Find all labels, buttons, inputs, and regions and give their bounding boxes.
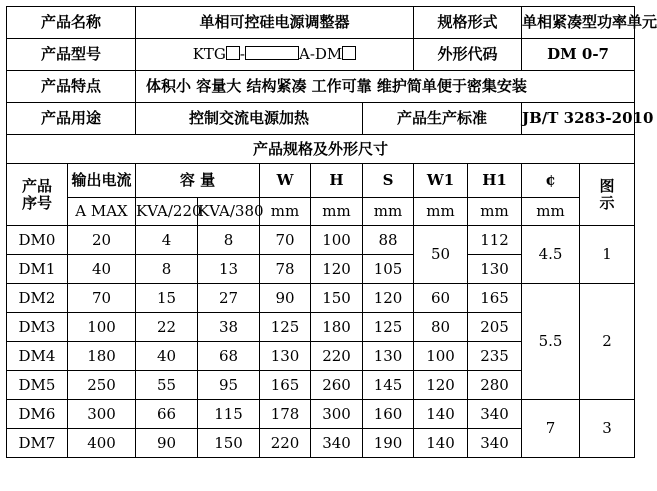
cell-h: 180 xyxy=(311,313,363,342)
cell-kva220: 90 xyxy=(136,429,198,458)
cell-s: 160 xyxy=(363,400,414,429)
cell-kva220: 4 xyxy=(136,226,198,255)
header-phi: ¢ xyxy=(522,164,580,198)
cell-w: 165 xyxy=(260,371,311,400)
table-row xyxy=(7,226,635,255)
feature-label: 产品特点 xyxy=(7,71,136,103)
use-value: 控制交流电源加热 xyxy=(136,103,363,135)
name-label: 产品名称 xyxy=(7,7,136,39)
spec-value: 单相紧凑型功率单元 xyxy=(522,7,635,39)
cell-kva380: 95 xyxy=(198,371,260,400)
cell-model: DM3 xyxy=(7,313,68,342)
cell-phi: 7 xyxy=(522,400,580,458)
header-capacity: 容 量 xyxy=(136,164,260,198)
feature-value: 体积小 容量大 结构紧凑 工作可靠 维护简单便于密集安装 xyxy=(136,71,635,103)
table-row xyxy=(7,400,635,429)
info-row-use xyxy=(7,103,635,135)
model-sep2: A-DM xyxy=(299,45,343,64)
cell-h: 300 xyxy=(311,400,363,429)
header-seq-top: 产品 xyxy=(21,177,52,195)
header-s: S xyxy=(363,164,414,198)
model-blank-box xyxy=(342,46,356,60)
header-current-unit: A MAX xyxy=(68,198,136,226)
cell-w: 90 xyxy=(260,284,311,313)
cell-kva380: 13 xyxy=(198,255,260,284)
header-fig-top: 图 xyxy=(599,177,615,195)
model-value xyxy=(136,39,414,71)
name-value: 单相可控硅电源调整器 xyxy=(136,7,414,39)
cell-model: DM4 xyxy=(7,342,68,371)
cell-s: 88 xyxy=(363,226,414,255)
cell-kva380: 68 xyxy=(198,342,260,371)
shape-label: 外形代码 xyxy=(414,39,522,71)
cell-current: 250 xyxy=(68,371,136,400)
cell-h1: 130 xyxy=(468,255,522,284)
cell-model: DM5 xyxy=(7,371,68,400)
cell-s: 190 xyxy=(363,429,414,458)
cell-h1: 280 xyxy=(468,371,522,400)
cell-w1: 120 xyxy=(414,371,468,400)
model-prefix: KTG xyxy=(192,45,226,64)
unit-phi: mm xyxy=(522,198,580,226)
cell-h1: 165 xyxy=(468,284,522,313)
cell-current: 300 xyxy=(68,400,136,429)
cell-phi: 4.5 xyxy=(522,226,580,284)
unit-h: mm xyxy=(311,198,363,226)
header-kva220: KVA/220 xyxy=(136,198,198,226)
cell-kva380: 115 xyxy=(198,400,260,429)
cell-kva220: 22 xyxy=(136,313,198,342)
cell-h1: 235 xyxy=(468,342,522,371)
cell-h: 260 xyxy=(311,371,363,400)
cell-w: 220 xyxy=(260,429,311,458)
cell-w1: 140 xyxy=(414,429,468,458)
cell-current: 100 xyxy=(68,313,136,342)
header-row-bottom xyxy=(7,198,635,226)
cell-w1: 80 xyxy=(414,313,468,342)
cell-h1: 112 xyxy=(468,226,522,255)
cell-kva220: 15 xyxy=(136,284,198,313)
cell-w: 125 xyxy=(260,313,311,342)
model-blank-box xyxy=(226,46,240,60)
unit-s: mm xyxy=(363,198,414,226)
cell-current: 180 xyxy=(68,342,136,371)
cell-kva380: 8 xyxy=(198,226,260,255)
cell-s: 105 xyxy=(363,255,414,284)
unit-w: mm xyxy=(260,198,311,226)
cell-model: DM6 xyxy=(7,400,68,429)
cell-current: 70 xyxy=(68,284,136,313)
cell-fig: 2 xyxy=(580,284,635,400)
cell-w: 78 xyxy=(260,255,311,284)
cell-s: 125 xyxy=(363,313,414,342)
header-seq-bottom: 序号 xyxy=(21,193,52,212)
cell-fig: 3 xyxy=(580,400,635,458)
cell-h: 150 xyxy=(311,284,363,313)
table-title-row xyxy=(7,135,635,164)
model-label: 产品型号 xyxy=(7,39,136,71)
cell-model: DM0 xyxy=(7,226,68,255)
cell-kva220: 55 xyxy=(136,371,198,400)
header-h1: H1 xyxy=(468,164,522,198)
info-row-name xyxy=(7,7,635,39)
use-label: 产品用途 xyxy=(7,103,136,135)
header-w1: W1 xyxy=(414,164,468,198)
unit-w1: mm xyxy=(414,198,468,226)
header-row-top xyxy=(7,164,635,198)
cell-kva220: 8 xyxy=(136,255,198,284)
cell-kva220: 40 xyxy=(136,342,198,371)
product-spec-table xyxy=(6,6,657,458)
cell-h: 100 xyxy=(311,226,363,255)
cell-kva220: 66 xyxy=(136,400,198,429)
cell-kva380: 150 xyxy=(198,429,260,458)
cell-w1: 50 xyxy=(414,226,468,284)
cell-fig: 1 xyxy=(580,226,635,284)
cell-phi: 5.5 xyxy=(522,284,580,400)
cell-current: 40 xyxy=(68,255,136,284)
cell-s: 145 xyxy=(363,371,414,400)
cell-current: 20 xyxy=(68,226,136,255)
cell-current: 400 xyxy=(68,429,136,458)
table-title: 产品规格及外形尺寸 xyxy=(7,135,635,164)
standard-label: 产品生产标准 xyxy=(363,103,522,135)
cell-model: DM7 xyxy=(7,429,68,458)
cell-s: 120 xyxy=(363,284,414,313)
cell-kva380: 38 xyxy=(198,313,260,342)
header-seq xyxy=(7,164,68,226)
header-fig xyxy=(580,164,635,226)
table-row xyxy=(7,284,635,313)
shape-value: DM 0-7 xyxy=(522,39,635,71)
cell-model: DM1 xyxy=(7,255,68,284)
standard-value: JB/T 3283-2010 xyxy=(522,103,635,135)
cell-kva380: 27 xyxy=(198,284,260,313)
cell-model: DM2 xyxy=(7,284,68,313)
header-w: W xyxy=(260,164,311,198)
cell-h1: 205 xyxy=(468,313,522,342)
cell-w: 70 xyxy=(260,226,311,255)
unit-h1: mm xyxy=(468,198,522,226)
cell-h: 340 xyxy=(311,429,363,458)
header-kva380: KVA/380 xyxy=(198,198,260,226)
info-row-features xyxy=(7,71,635,103)
cell-h1: 340 xyxy=(468,429,522,458)
cell-h: 120 xyxy=(311,255,363,284)
cell-s: 130 xyxy=(363,342,414,371)
model-blank-box-long xyxy=(245,46,299,60)
header-current: 输出电流 xyxy=(68,164,136,198)
cell-w1: 100 xyxy=(414,342,468,371)
cell-w1: 60 xyxy=(414,284,468,313)
header-fig-bottom: 示 xyxy=(599,193,615,212)
cell-h: 220 xyxy=(311,342,363,371)
model-sep1: - xyxy=(239,45,245,64)
cell-h1: 340 xyxy=(468,400,522,429)
info-row-model xyxy=(7,39,635,71)
cell-w: 178 xyxy=(260,400,311,429)
header-h: H xyxy=(311,164,363,198)
spec-label: 规格形式 xyxy=(414,7,522,39)
cell-w1: 140 xyxy=(414,400,468,429)
cell-w: 130 xyxy=(260,342,311,371)
